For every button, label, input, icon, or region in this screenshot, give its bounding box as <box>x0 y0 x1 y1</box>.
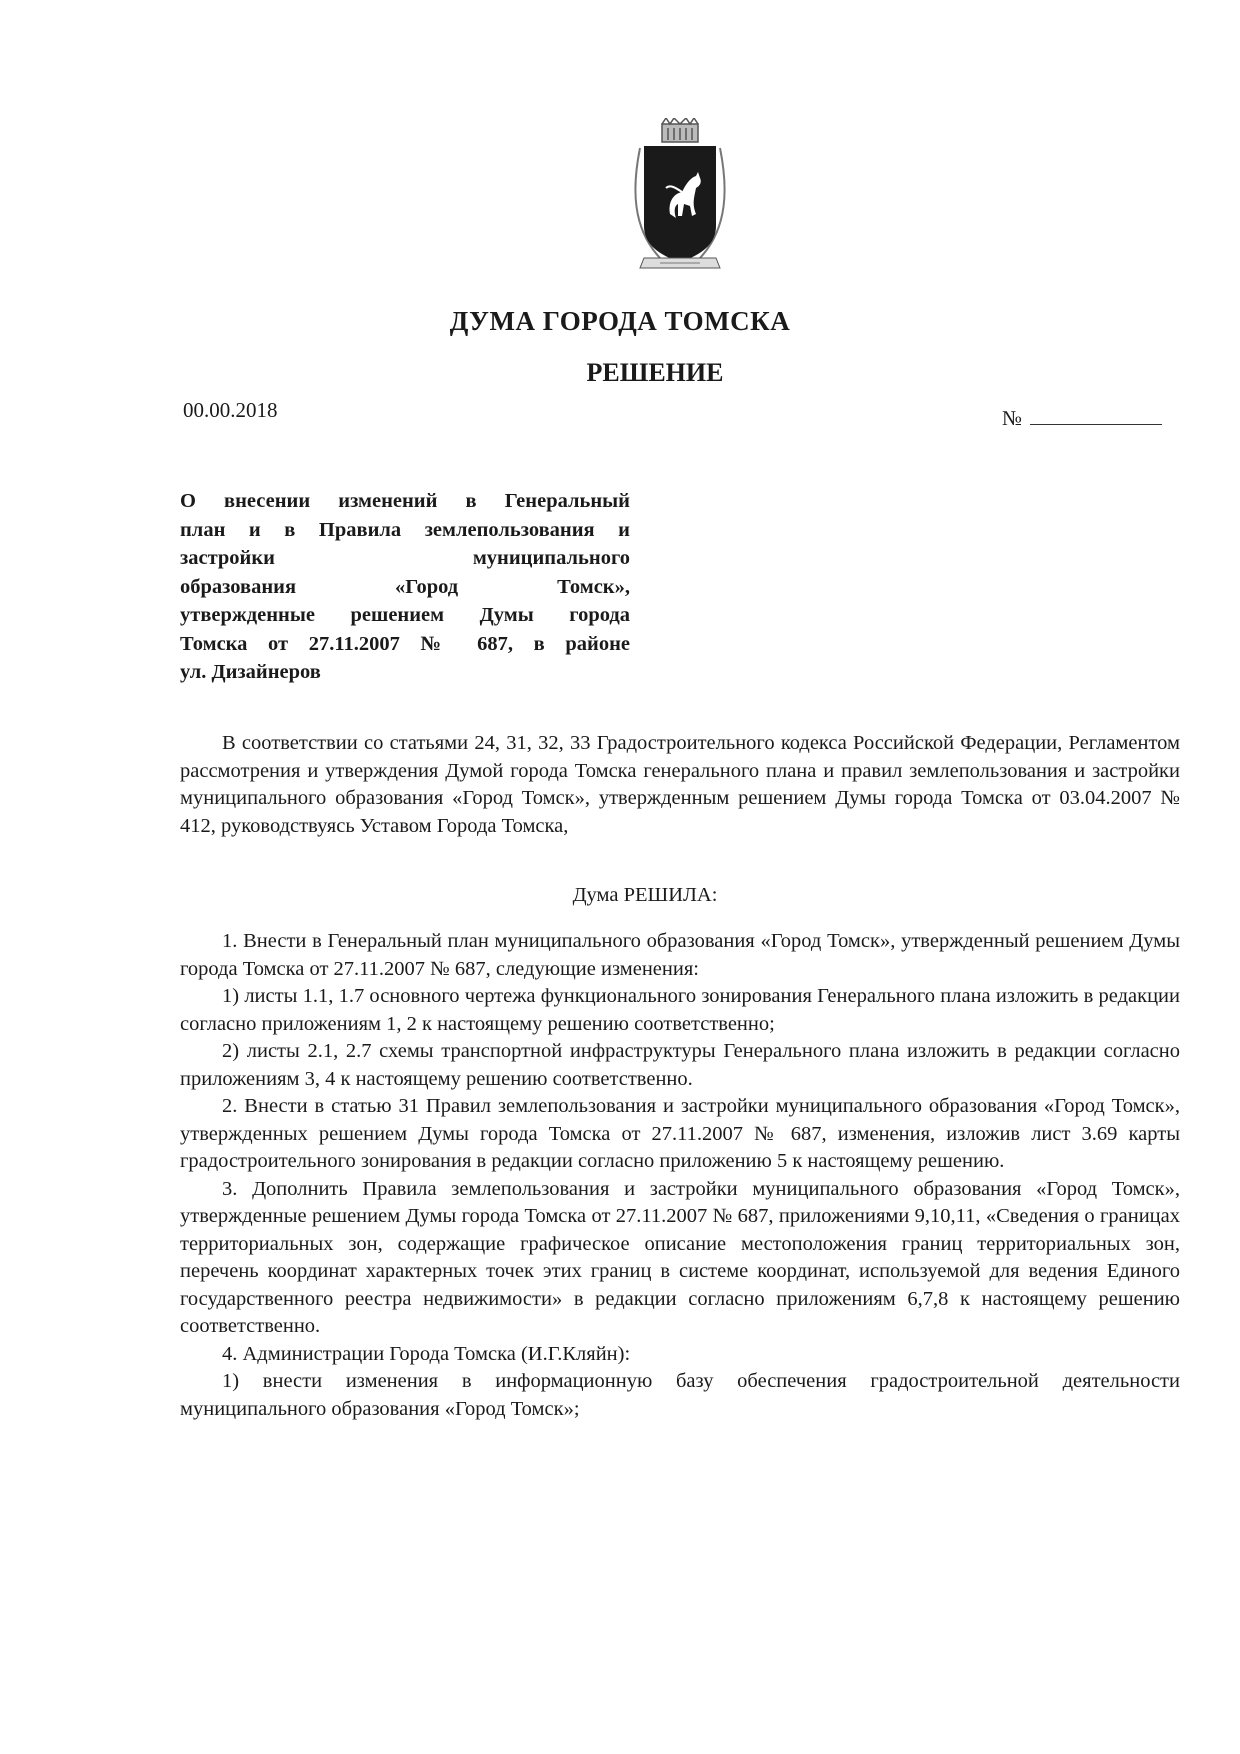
tomsk-coat-of-arms-icon <box>630 118 730 278</box>
subject-line: образования «Город Томск», <box>180 575 630 598</box>
decision-item: 1. Внести в Генеральный план муниципального образования «Город Томск», утвержденный решением Думы города Томска от 27.11.2007 № 687, следующие изменения: <box>180 930 1180 980</box>
number-blank-line <box>1030 410 1162 425</box>
decision-item: 1) внести изменения в информационную базу обеспечения градостроительной деятельности муниципального образования «Город Томск»; <box>180 1370 1180 1420</box>
subject-line: ул. Дизайнеров <box>180 661 321 683</box>
decision-item: 3. Дополнить Правила землепользования и застройки муниципального образования «Город Томск», утвержденные решением Думы города Томска от 27.11.2007 № 687, приложениями 9,10,11, «Сведения о границах территориальных зон, содержащие графическое описание местоположения границ территориальных зон, перечень координат характерных точек этих границ в системе координат, используемой для ведения Единого государственного реестра недвижимости» в редакции согласно приложениям 6,7,8 к настоящему решению соответственно. <box>180 1177 1180 1337</box>
subject-line: застройки муниципального <box>180 547 630 569</box>
document-number <box>1002 406 1162 431</box>
decision-item: 1) листы 1.1, 1.7 основного чертежа функционального зонирования Генерального плана изложить в редакции согласно приложениям 1, 2 к настоящему решению соответственно; <box>180 985 1180 1035</box>
decision-item: 4. Администрации Города Томска (И.Г.Кляйн): <box>222 1342 631 1365</box>
decision-heading: Дума РЕШИЛА: <box>572 884 718 906</box>
subject-line: план и в Правила землепользования и <box>180 518 630 541</box>
organization-title: ДУМА ГОРОДА ТОМСКА <box>449 306 791 336</box>
preamble-paragraph: В соответствии со статьями 24, 31, 32, 33 Градостроительного кодекса Российской Федерации, Регламентом рассмотрения и утверждения Думой города Томска генерального плана и правил землепользования и застройки муниципального образования «Город Томск», утвержденным решением Думы города Томска от 03.04.2007 № 412, руководствуясь Уставом Города Томска, <box>180 732 1180 837</box>
decision-item: 2. Внести в статью 31 Правил землепользования и застройки муниципального образования «Город Томск», утвержденных решением Думы города Томска от 27.11.2007 № 687, изменения, изложив лист 3.69 карты градостроительного зонирования в редакции согласно приложению 5 к настоящему решению. <box>180 1095 1180 1172</box>
document-subject <box>180 487 630 687</box>
preamble <box>180 730 1180 840</box>
subject-line: утвержденные решением Думы города <box>180 604 630 626</box>
number-label: № <box>1002 406 1023 430</box>
decision-item: 2) листы 2.1, 2.7 схемы транспортной инфраструктуры Генерального плана изложить в редакции согласно приложениям 3, 4 к настоящему решению соответственно. <box>180 1040 1180 1090</box>
decision-items <box>180 928 1180 1423</box>
subject-line: О внесении изменений в Генеральный <box>180 490 630 512</box>
document-type: РЕШЕНИЕ <box>586 358 724 387</box>
subject-line: Томска от 27.11.2007 № 687, в районе <box>180 632 630 655</box>
document-date: 00.00.2018 <box>183 398 278 422</box>
